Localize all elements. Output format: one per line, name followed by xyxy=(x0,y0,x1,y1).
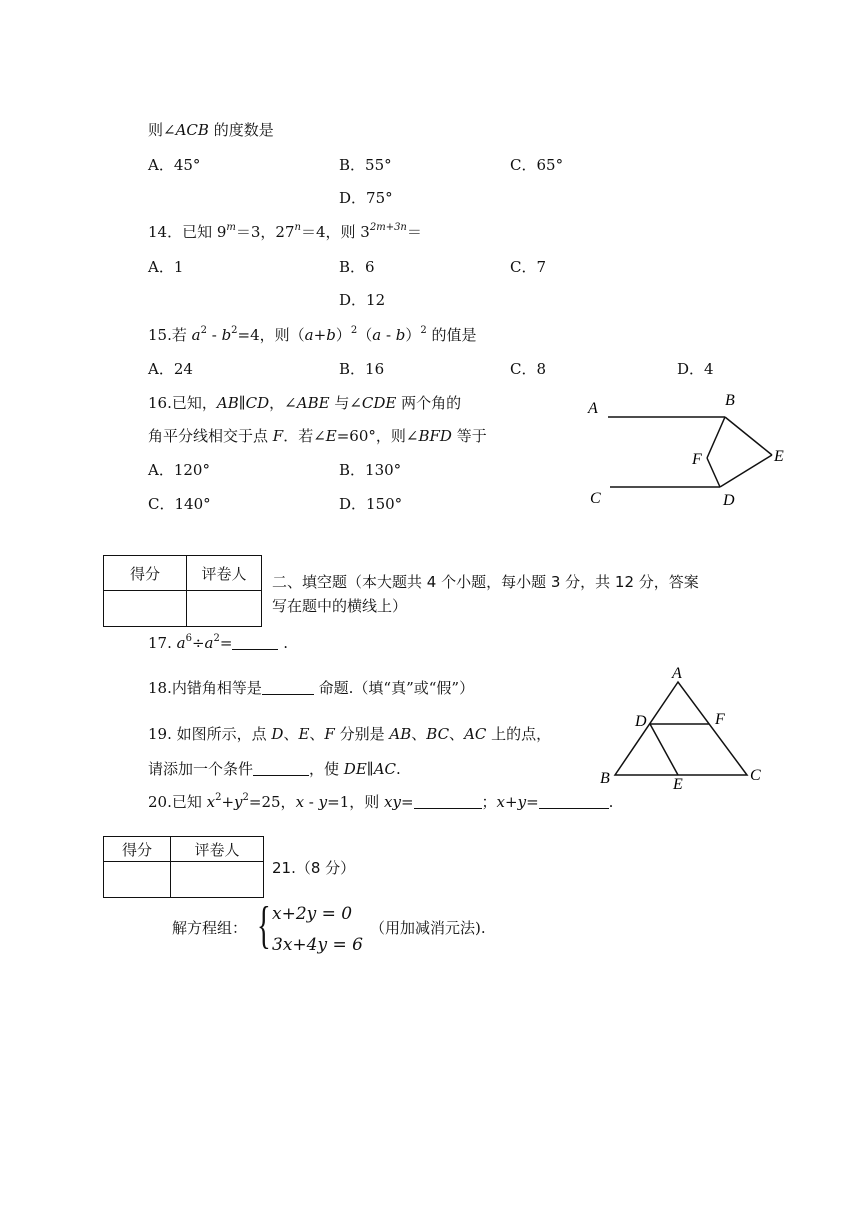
label-b: B xyxy=(600,770,610,787)
q15-option-c: C．8 xyxy=(510,360,547,378)
q16-stem-line2: 角平分线相交于点 F．若∠E=60°，则∠BFD 等于 xyxy=(148,427,487,445)
section-2-heading: 二、填空题（本大题共 4 个小题，每小题 3 分，共 12 分，答案 写在题中的横线上） xyxy=(272,573,699,615)
q15-option-a: A．24 xyxy=(148,360,193,378)
q13-option-d: D．75° xyxy=(339,189,393,207)
q18: 18.内错角相等是 命题.（填“真”或“假”） xyxy=(148,679,475,697)
q14-option-b: B．6 xyxy=(339,258,375,276)
label-f: F xyxy=(692,451,702,468)
q14-option-a: A．1 xyxy=(148,258,184,276)
equation-system-brace: { xyxy=(257,897,271,954)
score-cell[interactable] xyxy=(104,862,171,898)
score-table-header-grader: 评卷人 xyxy=(171,837,264,862)
label-c: C xyxy=(590,490,601,507)
segment-de xyxy=(720,455,772,487)
label-b: B xyxy=(725,392,735,409)
q15-stem: 15.若 $a^2 - b^2=4$，则$(a+b)^2(a - b)^2$ 的值是 xyxy=(148,325,477,344)
segment-be xyxy=(725,417,772,455)
label-c: C xyxy=(750,767,761,784)
q15-option-d: D．4 xyxy=(677,360,714,378)
q20-answer-blank-sum[interactable] xyxy=(539,794,609,809)
q19-line1: 19. 如图所示，点 D、E、F 分别是 AB、BC、AC 上的点， xyxy=(148,725,552,743)
score-table-header-score: 得分 xyxy=(104,837,171,862)
q13-stem: 则∠ACB 的度数是 xyxy=(148,121,274,139)
q17-answer-blank[interactable] xyxy=(232,635,278,650)
q13-option-a: A．45° xyxy=(148,156,201,174)
q14-stem: 14．已知 $9^m=3$，$27^n=4$，则 $3^{2m+3n}=$ xyxy=(148,222,422,241)
label-e: E xyxy=(774,448,784,465)
label-d: D xyxy=(635,713,647,730)
grader-cell[interactable] xyxy=(171,862,264,898)
q21-equation-2: 3x+4y = 6 xyxy=(272,935,363,955)
q17: 17. $a^6\div a^2=$ . xyxy=(148,633,288,652)
q20-answer-blank-xy[interactable] xyxy=(414,794,482,809)
label-f: F xyxy=(715,711,725,728)
q16-option-d: D．150° xyxy=(339,495,403,513)
score-table-2 xyxy=(103,836,264,898)
segment-de xyxy=(650,724,678,775)
score-cell[interactable] xyxy=(104,591,187,627)
q14-option-d: D．12 xyxy=(339,291,386,309)
q16-option-c: C．140° xyxy=(148,495,211,513)
q16-option-b: B．130° xyxy=(339,461,402,479)
q21-title: 21.（8 分） xyxy=(272,859,356,877)
q19-answer-blank[interactable] xyxy=(253,761,309,776)
q21-equation-1: x+2y = 0 xyxy=(272,904,353,924)
label-a: A xyxy=(588,400,598,417)
label-a: A xyxy=(672,665,682,682)
q16-option-a: A．120° xyxy=(148,461,210,479)
q21-suffix: （用加减消元法). xyxy=(370,919,486,937)
label-e: E xyxy=(673,776,683,793)
segment-fd xyxy=(707,458,720,487)
score-table-header-score: 得分 xyxy=(104,556,187,591)
q14-option-c: C．7 xyxy=(510,258,547,276)
label-d: D xyxy=(723,492,735,509)
q13-option-b: B．55° xyxy=(339,156,392,174)
segment-bf xyxy=(707,417,725,458)
q21-prefix: 解方程组： xyxy=(172,919,248,937)
q19-line2: 请添加一个条件 ，使 DE∥AC. xyxy=(148,760,401,778)
q16-stem-line1: 16.已知，AB∥CD，∠ABE 与∠CDE 两个角的 xyxy=(148,394,462,412)
grader-cell[interactable] xyxy=(187,591,262,627)
q13-option-c: C．65° xyxy=(510,156,564,174)
score-table-1 xyxy=(103,555,262,627)
score-table-header-grader: 评卷人 xyxy=(187,556,262,591)
q16-figure xyxy=(580,385,795,510)
q15-option-b: B．16 xyxy=(339,360,385,378)
q18-answer-blank[interactable] xyxy=(262,680,314,695)
q20: 20.已知 $x^2+y^2=25$，x - y=1，则 xy= ；x+y= . xyxy=(148,792,614,811)
q19-figure xyxy=(595,662,770,794)
